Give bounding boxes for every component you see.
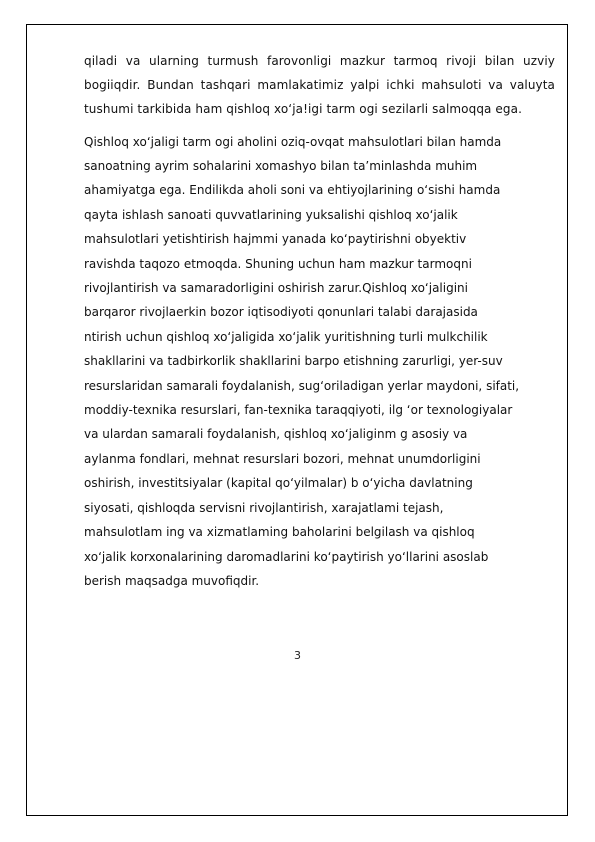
paragraph-2-line: shakllarini va tadbirkorlik shakllarini barpo etishning zarurligi, yer-suv bbox=[84, 354, 503, 369]
paragraph-2-line: mahsulotlari yetishtirish hajmmi yanada ko‘paytirishni obyektiv bbox=[84, 232, 467, 247]
paragraph-2-line: ravishda taqozo etmoqda. Shuning uchun ham mazkur tarmoqni bbox=[84, 256, 472, 271]
paragraph-2-line: siyosati, qishloqda servisni rivojlantirish, xarajatlami tejash, bbox=[84, 500, 444, 515]
paragraph-2-line: berish maqsadga muvofiqdir. bbox=[84, 573, 260, 588]
paragraph-2 bbox=[84, 130, 555, 594]
paragraph-2-line: oshirish, investitsiyalar (kapital qo‘yilmalar) b o‘yicha davlatning bbox=[84, 476, 473, 491]
paragraph-2-line: ntirish uchun qishloq xo‘jaligida xo‘jalik yuritishning turli mulkchilik bbox=[84, 329, 488, 344]
paragraph-2-line: moddiy-texnika resurslari, fan-texnika taraqqiyoti, ilg ‘or texnologiyalar bbox=[84, 403, 513, 418]
paragraph-2-line: mahsulotlam ing va xizmatlaming baholarini belgilash va qishloq bbox=[84, 525, 475, 540]
document-body bbox=[84, 49, 555, 593]
paragraph-2-line: rivojlantirish va samaradorligini oshirish zarur.Qishloq xo‘jaligini bbox=[84, 281, 468, 296]
paragraph-2-line: va ulardan samarali foydalanish, qishloq xo‘jaliginm g asosiy va bbox=[84, 427, 468, 442]
paragraph-2-line: Qishloq xo‘jaligi tarm ogi aholini oziq-ovqat mahsulotlari bilan hamda bbox=[84, 134, 502, 149]
paragraph-1: qiladi va ularning turmush farovonligi mazkur tarmoq rivoji bilan uzviy bogiiqdir. Bundan tashqari mamlakatimiz yalpi ichki mahsuloti va valuyta tushumi tarkibida ham qishloq xo‘ja!igi tarm ogi sezilarli salmoqqa ega. bbox=[84, 54, 555, 117]
paragraph-2-line: sanoatning ayrim sohalarini xomashyo bilan ta’minlashda muhim bbox=[84, 159, 478, 174]
paragraph-2-line: barqaror rivojlaerkin bozor iqtisodiyoti qonunlari talabi darajasida bbox=[84, 305, 478, 320]
paragraph-2-line: aylanma fondlari, mehnat resurslari bozori, mehnat unumdorligini bbox=[84, 451, 481, 466]
paragraph-2-line: resurslaridan samarali foydalanish, sug‘oriladigan yerlar maydoni, sifati, bbox=[84, 378, 520, 393]
paragraph-2-line: xo‘jalik korxonalarining daromadlarini ko‘paytirish yo‘llarini asoslab bbox=[84, 549, 489, 564]
paragraph-2-line: qayta ishlash sanoati quvvatlarining yuksalishi qishloq xo‘jalik bbox=[84, 207, 458, 222]
paragraph-2-line: ahamiyatga ega. Endilikda aholi soni va ehtiyojlarining o‘sishi hamda bbox=[84, 183, 501, 198]
page-number: 3 bbox=[294, 649, 301, 663]
